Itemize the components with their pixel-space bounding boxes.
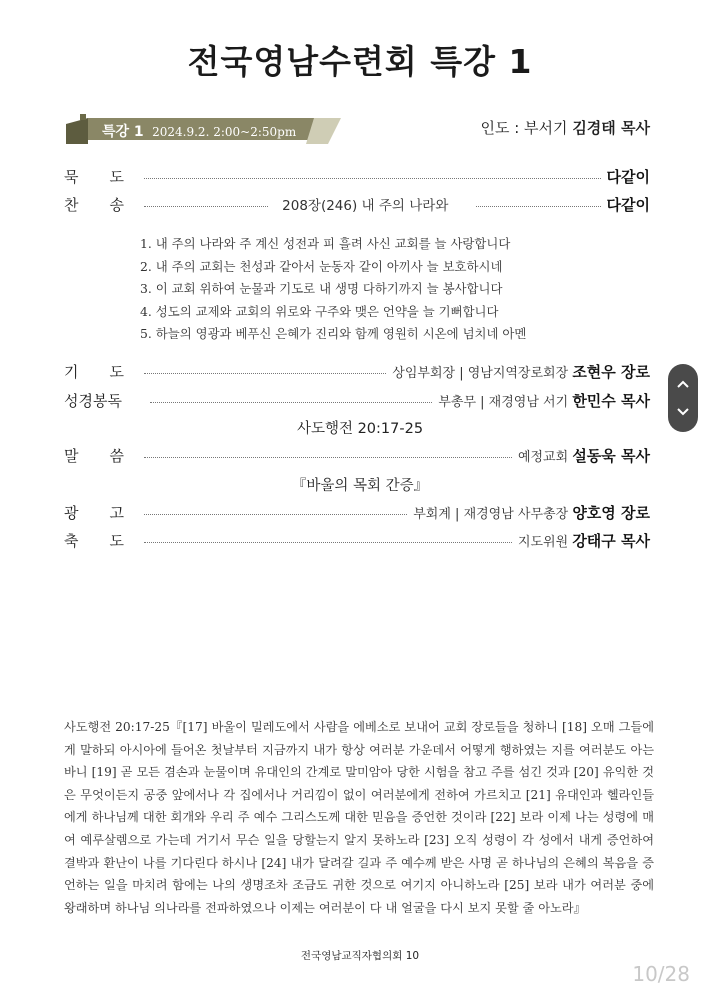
program-row-sermon xyxy=(64,444,650,466)
hymn-verse: 1. 내 주의 나라와 주 계신 성전과 피 흘려 사신 교회를 늘 사랑합니다 xyxy=(140,236,511,251)
performer-role: 부총무 | 재경영남 서기 xyxy=(438,394,569,410)
session-banner xyxy=(66,114,341,144)
chevron-down-icon[interactable] xyxy=(676,404,690,418)
performer-role: 부회계 | 재경영남 사무총장 xyxy=(413,506,569,522)
performer-role: 예정교회 xyxy=(517,449,569,465)
label-text: 성경봉독 xyxy=(64,391,122,410)
label-char: 찬 xyxy=(64,195,79,214)
label-char: 묵 xyxy=(64,167,79,186)
label-char: 말 xyxy=(64,446,79,465)
label-char: 송 xyxy=(109,195,124,214)
label-char: 광 xyxy=(64,503,79,522)
dot-leader xyxy=(144,373,386,374)
row-label xyxy=(64,194,124,215)
leader-prefix: 인도 : 부서기 xyxy=(480,119,568,137)
chevron-up-icon[interactable] xyxy=(676,378,690,392)
dot-leader xyxy=(144,206,268,207)
label-char: 도 xyxy=(109,362,124,381)
performer-name: 양호영 장로 xyxy=(572,503,650,522)
hymn-verse: 2. 내 주의 교회는 천성과 같아서 눈동자 같이 아끼사 늘 보호하시네 xyxy=(140,258,503,274)
row-label xyxy=(64,502,124,523)
leader-line xyxy=(480,117,650,138)
program-row-chansong xyxy=(64,193,650,215)
passage-reference: 사도행전 20:17-25 xyxy=(296,421,424,437)
program-row-reading xyxy=(64,389,650,411)
program-row-mukdo xyxy=(64,165,650,187)
performer-name: 설동욱 목사 xyxy=(572,446,650,465)
program-row-notice xyxy=(64,501,650,523)
label-char: 도 xyxy=(109,531,124,550)
row-label xyxy=(64,530,124,551)
row-label xyxy=(64,166,124,187)
sermon-title: 『바울의 목회 간증』 xyxy=(291,478,429,494)
row-label xyxy=(64,390,144,411)
label-char: 고 xyxy=(109,503,124,522)
dot-leader xyxy=(144,457,512,458)
label-char: 도 xyxy=(109,167,124,186)
performer-role: 지도위원 xyxy=(517,534,569,550)
hymn-title: 208장(246) 내 주의 나라와 xyxy=(282,198,449,214)
session-label: 특강 1 xyxy=(102,124,144,140)
performer: 다같이 xyxy=(606,167,650,186)
row-label xyxy=(64,361,124,382)
dot-leader xyxy=(144,178,601,179)
hymn-verse: 5. 하늘의 영광과 베푸신 은혜가 진리와 함께 영원히 시온에 넘치네 아멘 xyxy=(140,326,527,341)
performer-name: 조현우 장로 xyxy=(572,362,650,381)
program-row-prayer xyxy=(64,360,650,382)
row-label xyxy=(64,445,124,466)
label-char: 축 xyxy=(64,531,79,550)
dot-leader xyxy=(144,514,407,515)
hymn-verses xyxy=(140,233,526,346)
scripture-text: 사도행전 20:17-25『[17] 바울이 밀레도에서 사람을 에베소로 보내어 교회 장로들을 청하니 [18] 오매 그들에게 말하되 아시아에 들어온 첫날부터 지금까지 내가 항상 여러분 가운데서 어떻게 행하였는 지를 여러분도 아는 바니 [19] 곧 모든 겸손과 눈물이며 유대인의 간계로 말미암아 당한 시험을 참고 주를 섬긴 것과 [20] 유익한 것은 무엇이든지 공중 앞에서나 각 집에서나 거리낌이 없이 여러분에게 전하여 가르치고 [21] 유대인과 헬라인들에게 하나님께 대한 회개와 우리 주 예수 그리스도께 대한 믿음을 증언한 것이라 [22] 보라 이제 나는 성령에 매여 예루살렘으로 가는데 거기서 무슨 일을 당할는지 알지 못하노라 [23] 오직 성령이 각 성에서 내게 증언하여 결박과 환난이 나를 기다린다 하시나 [24] 내가 달려갈 길과 주 예수께 받은 사명 곧 하나님의 은혜의 복음을 증언하는 일을 마치려 함에는 나의 생명조차 조금도 귀한 것으로 여기지 아니하노라 [25] 보라 내가 여러분 중에 왕래하며 하나님 의나라를 전파하였으나 이제는 여러분이 다 내 얼굴을 다시 보지 못할 줄 아노라』 xyxy=(64,720,654,915)
label-char: 씀 xyxy=(109,446,124,465)
session-datetime: 2024.9.2. 2:00~2:50pm xyxy=(152,125,297,139)
dot-leader xyxy=(144,542,512,543)
leader-name: 김경태 목사 xyxy=(572,119,650,137)
label-char: 기 xyxy=(64,362,79,381)
dot-leader xyxy=(150,402,432,403)
performer: 다같이 xyxy=(606,195,650,214)
dot-leader xyxy=(476,206,600,207)
page-scroll-control xyxy=(668,364,698,432)
page-title: 전국영남수련회 특강 1 xyxy=(187,42,533,81)
performer-role: 상임부회장 | 영남지역장로회장 xyxy=(392,365,569,381)
hymn-verse: 4. 성도의 교제와 교회의 위로와 구주와 맺은 언약을 늘 기뻐합니다 xyxy=(140,303,499,319)
performer-name: 한민수 목사 xyxy=(572,391,650,410)
page-footer: 전국영남교직자협의회 10 xyxy=(300,950,420,962)
hymn-verse: 3. 이 교회 위하여 눈물과 기도로 내 생명 다하기까지 늘 봉사합니다 xyxy=(140,281,503,296)
performer-name: 강태구 목사 xyxy=(572,531,650,550)
page-counter: 10/28 xyxy=(632,962,690,986)
program-row-blessing xyxy=(64,529,650,551)
